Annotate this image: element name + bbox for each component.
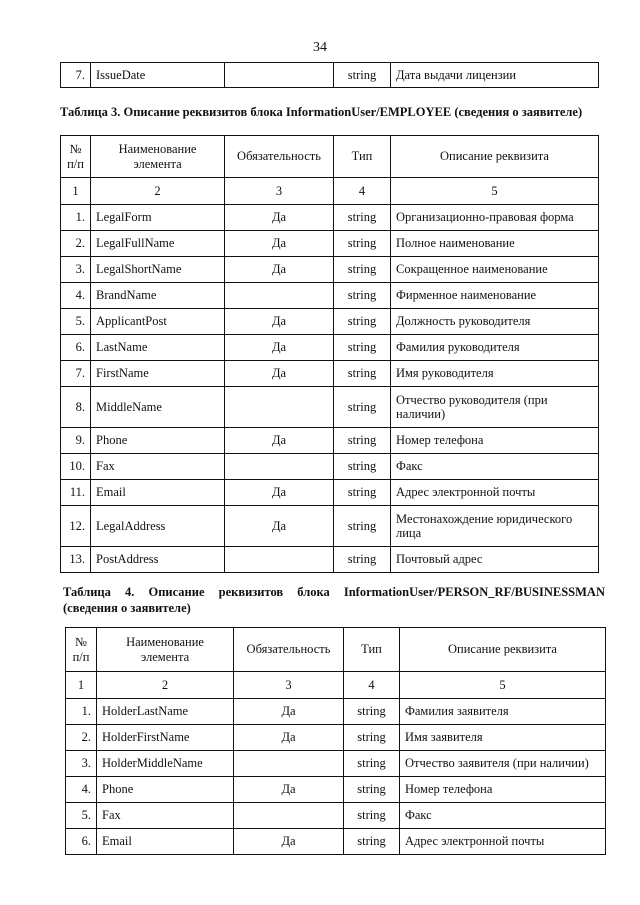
type-cell: string (334, 231, 391, 257)
description-cell: Отчество заявителя (при наличии) (400, 751, 606, 777)
type-cell: string (344, 751, 400, 777)
header-cell: Описание реквизита (400, 628, 606, 672)
type-cell: string (344, 725, 400, 751)
description-cell: Фамилия заявителя (400, 699, 606, 725)
element-name: PostAddress (91, 547, 225, 573)
row-number: 2. (66, 725, 97, 751)
caption-word: 4. (125, 585, 135, 599)
element-name: Phone (97, 777, 234, 803)
description-cell: Факс (400, 803, 606, 829)
header-row (61, 136, 599, 178)
element-name: Phone (91, 428, 225, 454)
type-cell: string (334, 257, 391, 283)
description-cell: Местонахождение юридического лица (391, 506, 599, 547)
header-cell: № п/п (66, 628, 97, 672)
required-cell (225, 283, 334, 309)
element-name: BrandName (91, 283, 225, 309)
description-cell: Имя заявителя (400, 725, 606, 751)
element-name: HolderLastName (97, 699, 234, 725)
row-number: 4. (66, 777, 97, 803)
table-row (61, 387, 599, 428)
type-cell: string (334, 506, 391, 547)
row-number: 9. (61, 428, 91, 454)
element-name: Fax (91, 454, 225, 480)
required-cell (225, 387, 334, 428)
header-cell: Тип (344, 628, 400, 672)
required-cell: Да (225, 231, 334, 257)
table-row (61, 257, 599, 283)
element-name: LastName (91, 335, 225, 361)
header-row (66, 628, 606, 672)
type-cell: string (344, 777, 400, 803)
required-cell: Да (225, 480, 334, 506)
type-cell: string (334, 387, 391, 428)
required-cell: Да (225, 309, 334, 335)
index-cell: 3 (234, 672, 344, 699)
caption-word: Описание (148, 585, 205, 599)
required-cell (225, 547, 334, 573)
description-cell: Отчество руководителя (при наличии) (391, 387, 599, 428)
header-cell: № п/п (61, 136, 91, 178)
type-cell: string (334, 454, 391, 480)
table-row (66, 777, 606, 803)
element-name: HolderMiddleName (97, 751, 234, 777)
table-4-caption (63, 584, 605, 616)
type-cell: string (334, 428, 391, 454)
description-cell: Почтовый адрес (391, 547, 599, 573)
caption-word: Таблица (63, 585, 111, 599)
table-row (61, 205, 599, 231)
table-row (61, 454, 599, 480)
required-cell: Да (234, 699, 344, 725)
table-3-caption: Таблица 3. Описание реквизитов блока InformationUser/EMPLOYEE (сведения о заявителе) (60, 105, 583, 119)
row-number: 5. (61, 309, 91, 335)
table-row (61, 231, 599, 257)
row-number: 8. (61, 387, 91, 428)
required-cell (234, 751, 344, 777)
required-cell: Да (234, 725, 344, 751)
caption-line: (сведения о заявителе) (63, 601, 191, 615)
description-cell: Организационно-правовая форма (391, 205, 599, 231)
table-row (61, 361, 599, 387)
description-cell: Номер телефона (400, 777, 606, 803)
row-number: 7. (61, 63, 91, 88)
table-3 (60, 135, 599, 573)
row-number: 11. (61, 480, 91, 506)
required-cell: Да (225, 205, 334, 231)
element-name: Email (97, 829, 234, 855)
table-4 (65, 627, 606, 855)
table-row (61, 63, 599, 88)
index-cell: 4 (344, 672, 400, 699)
description-cell: Факс (391, 454, 599, 480)
index-cell: 3 (225, 178, 334, 205)
index-cell: 1 (66, 672, 97, 699)
row-number: 3. (61, 257, 91, 283)
row-number: 1. (61, 205, 91, 231)
header-cell: Тип (334, 136, 391, 178)
description-cell: Имя руководителя (391, 361, 599, 387)
required-cell: Да (225, 257, 334, 283)
row-number: 3. (66, 751, 97, 777)
row-number: 10. (61, 454, 91, 480)
required-cell: Да (234, 829, 344, 855)
description-cell: Полное наименование (391, 231, 599, 257)
type-cell: string (334, 547, 391, 573)
row-number: 1. (66, 699, 97, 725)
index-cell: 2 (97, 672, 234, 699)
element-name: IssueDate (91, 63, 225, 88)
type-cell: string (344, 829, 400, 855)
element-name: Fax (97, 803, 234, 829)
row-number: 5. (66, 803, 97, 829)
type-cell: string (334, 309, 391, 335)
table-row (61, 547, 599, 573)
table-row (66, 699, 606, 725)
description-cell: Дата выдачи лицензии (391, 63, 599, 88)
table-row (66, 751, 606, 777)
table-row (61, 480, 599, 506)
element-name: LegalForm (91, 205, 225, 231)
caption-word: блока (297, 585, 330, 599)
required-cell: Да (225, 506, 334, 547)
description-cell: Адрес электронной почты (391, 480, 599, 506)
index-cell: 5 (391, 178, 599, 205)
table-row (66, 829, 606, 855)
element-name: LegalFullName (91, 231, 225, 257)
element-name: LegalAddress (91, 506, 225, 547)
type-cell: string (334, 205, 391, 231)
table-row (66, 725, 606, 751)
continued-table (60, 62, 599, 88)
type-cell: string (334, 283, 391, 309)
type-cell: string (334, 63, 391, 88)
required-cell (225, 63, 334, 88)
element-name: ApplicantPost (91, 309, 225, 335)
header-cell: Наименование элемента (97, 628, 234, 672)
required-cell: Да (225, 361, 334, 387)
element-name: LegalShortName (91, 257, 225, 283)
row-number: 7. (61, 361, 91, 387)
row-number: 2. (61, 231, 91, 257)
table-row (61, 335, 599, 361)
type-cell: string (344, 803, 400, 829)
required-cell (234, 803, 344, 829)
table-row (61, 309, 599, 335)
index-row (61, 178, 599, 205)
row-number: 12. (61, 506, 91, 547)
element-name: MiddleName (91, 387, 225, 428)
type-cell: string (334, 335, 391, 361)
table-row (61, 428, 599, 454)
header-cell: Обязательность (234, 628, 344, 672)
row-number: 13. (61, 547, 91, 573)
description-cell: Фирменное наименование (391, 283, 599, 309)
index-cell: 4 (334, 178, 391, 205)
required-cell: Да (225, 335, 334, 361)
index-cell: 1 (61, 178, 91, 205)
index-cell: 2 (91, 178, 225, 205)
header-cell: Обязательность (225, 136, 334, 178)
description-cell: Должность руководителя (391, 309, 599, 335)
table-row (66, 803, 606, 829)
page-number: 34 (313, 40, 327, 55)
row-number: 6. (61, 335, 91, 361)
caption-word: реквизитов (218, 585, 284, 599)
index-cell: 5 (400, 672, 606, 699)
element-name: FirstName (91, 361, 225, 387)
type-cell: string (334, 480, 391, 506)
header-cell: Наименование элемента (91, 136, 225, 178)
header-cell: Описание реквизита (391, 136, 599, 178)
description-cell: Сокращенное наименование (391, 257, 599, 283)
element-name: HolderFirstName (97, 725, 234, 751)
element-name: Email (91, 480, 225, 506)
required-cell: Да (234, 777, 344, 803)
table-row (61, 506, 599, 547)
row-number: 4. (61, 283, 91, 309)
caption-word: InformationUser/PERSON_RF/BUSINESSMAN (343, 585, 605, 599)
type-cell: string (334, 361, 391, 387)
description-cell: Номер телефона (391, 428, 599, 454)
description-cell: Фамилия руководителя (391, 335, 599, 361)
required-cell: Да (225, 428, 334, 454)
row-number: 6. (66, 829, 97, 855)
table-row (61, 283, 599, 309)
type-cell: string (344, 699, 400, 725)
description-cell: Адрес электронной почты (400, 829, 606, 855)
index-row (66, 672, 606, 699)
required-cell (225, 454, 334, 480)
